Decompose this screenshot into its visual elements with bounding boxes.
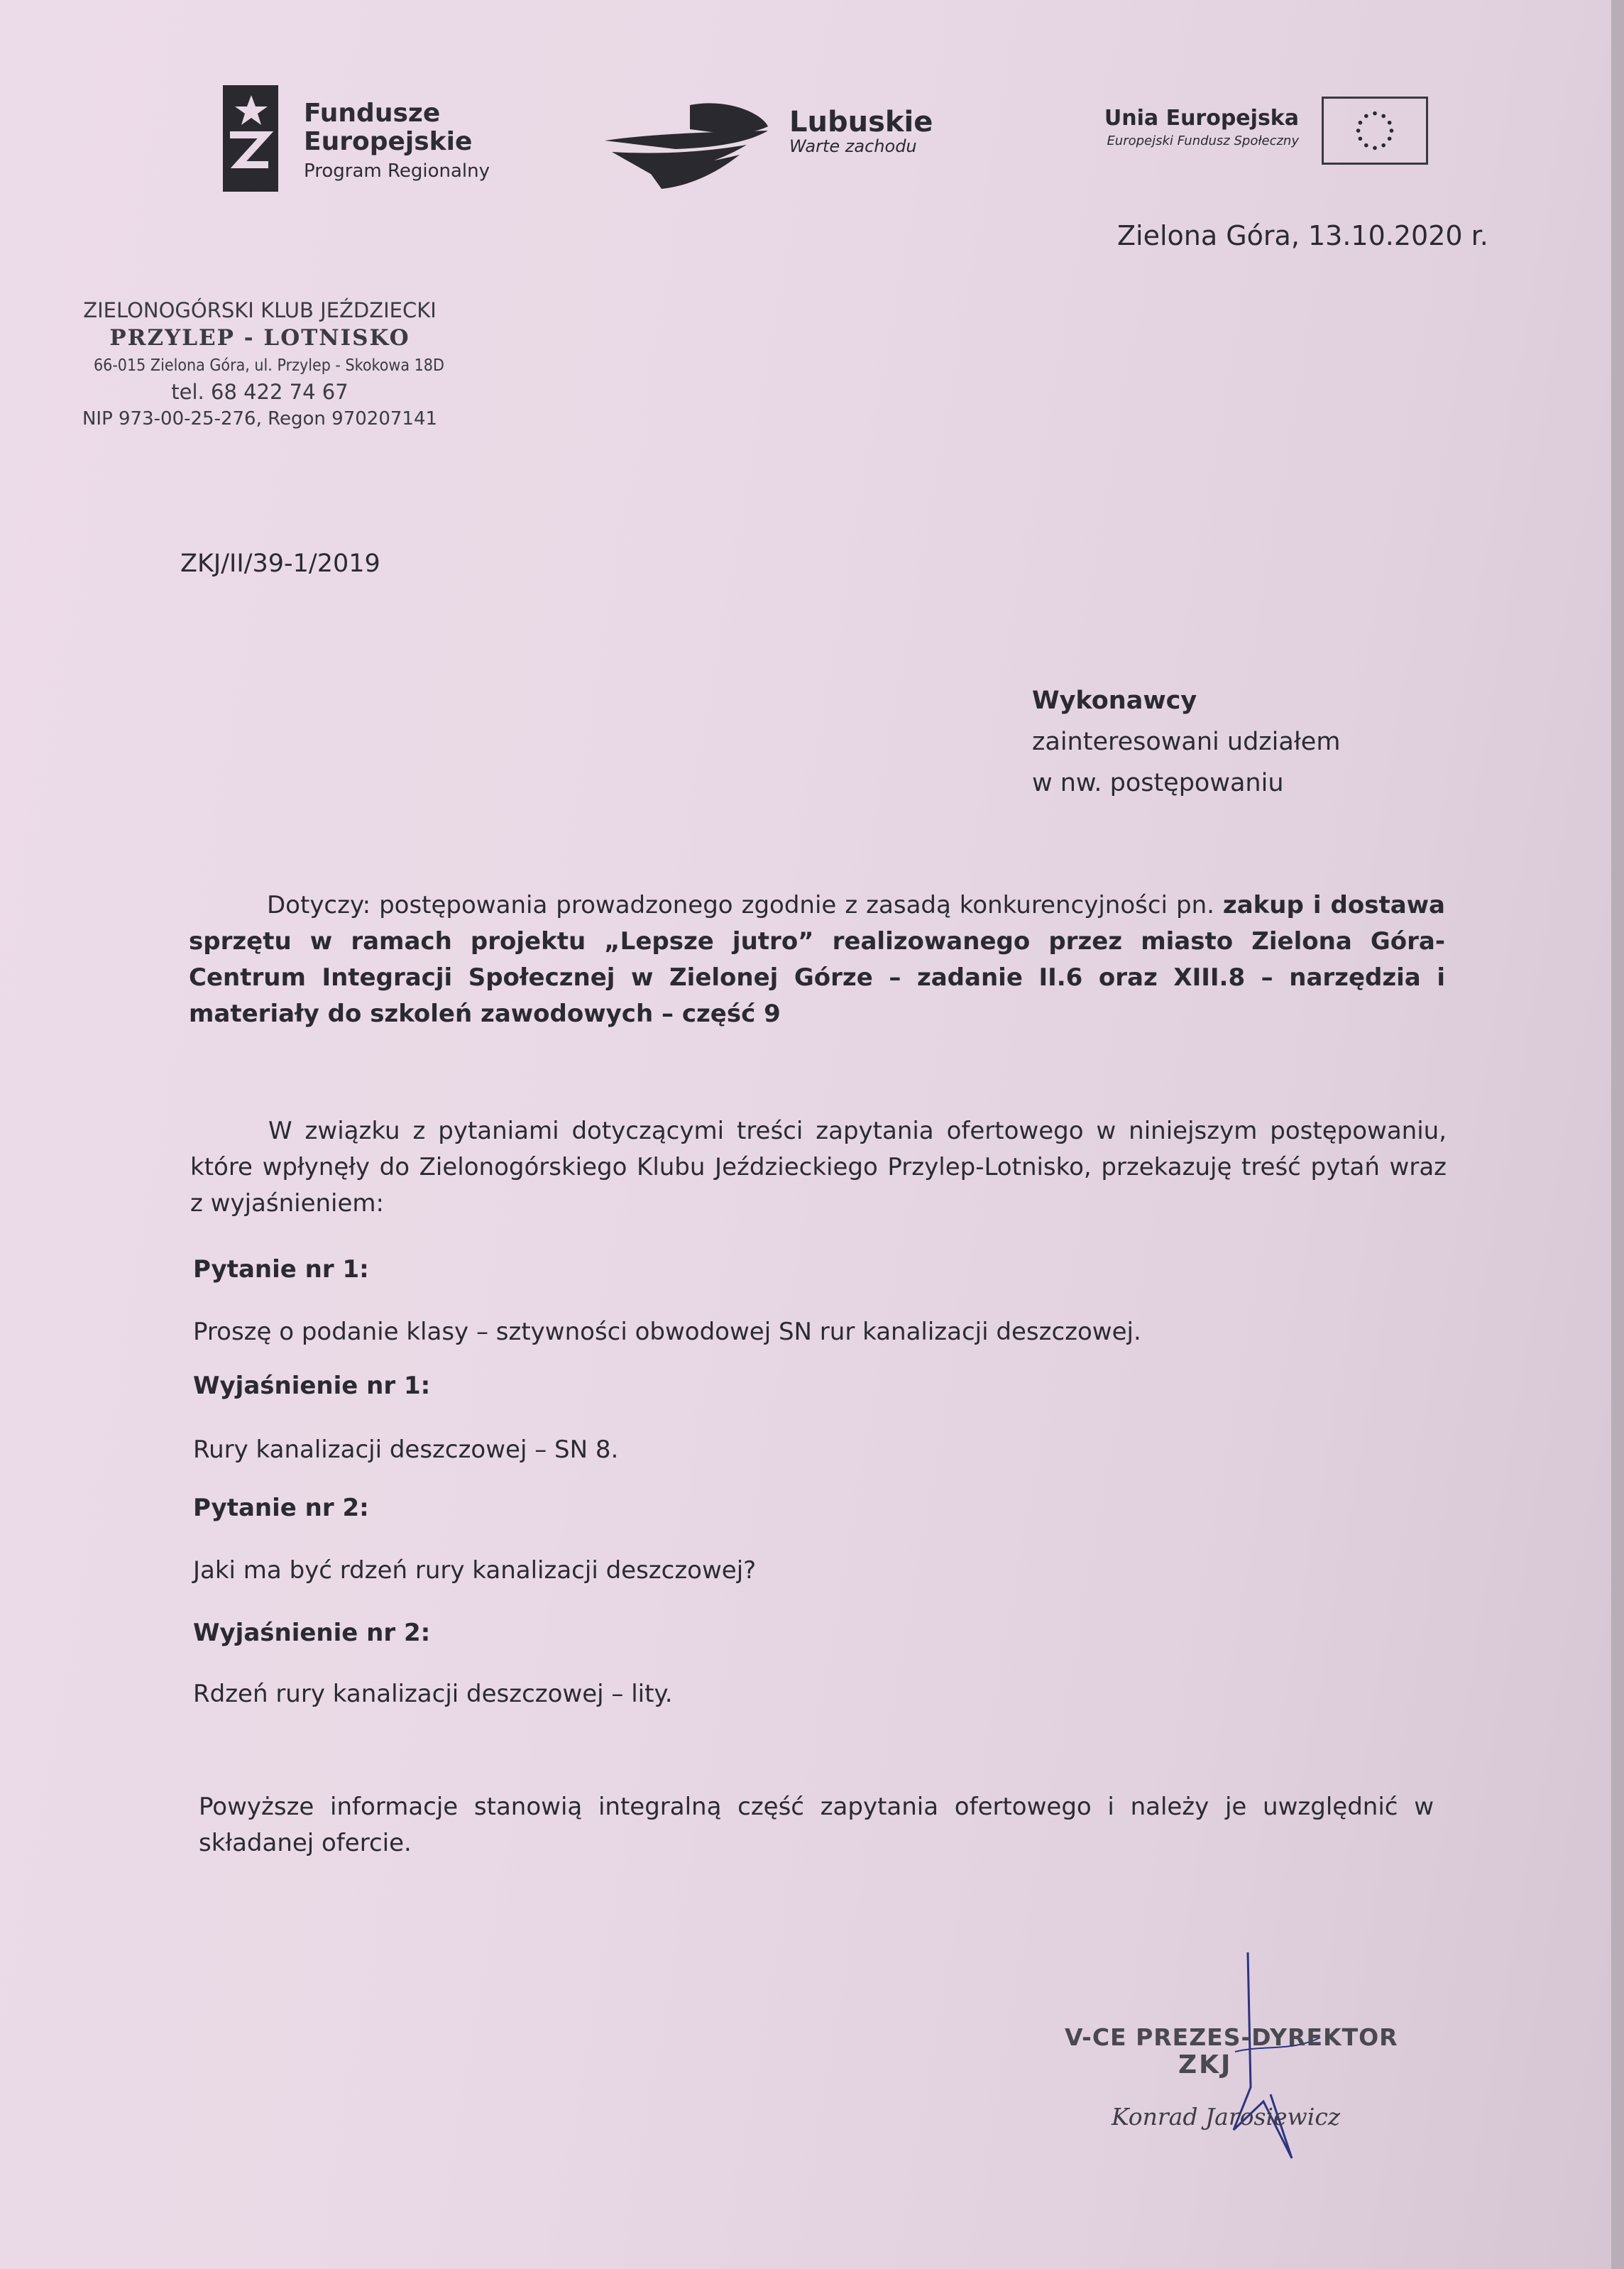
- page-edge: [1611, 0, 1624, 2269]
- eu-logo-text: [1022, 105, 1299, 151]
- logo-line: Fundusze: [304, 99, 441, 128]
- answer-2-text: Rdzeń rury kanalizacji deszczowej – lity.: [193, 1680, 673, 1708]
- signature-org: ZKJ: [1178, 2050, 1233, 2079]
- signature-name: Konrad Jarosiewicz: [1112, 2103, 1341, 2131]
- answer-2-label: Wyjaśnienie nr 2:: [193, 1619, 431, 1647]
- stamp-line: 66-015 Zielona Góra, ul. Przylep - Skokowa 18D: [94, 356, 444, 375]
- intro-text: W związku z pytaniami dotyczącymi treści zapytania ofertowego w niniejszym postępowaniu, które wpłynęły do Zielonogórskiego Klubu Jeździeckiego Przylep-Lotnisko, przekazuję treść pytań wraz z wyjaśnieniem:: [190, 1117, 1447, 1218]
- addressee-block: [1032, 680, 1340, 804]
- intro-paragraph: [190, 1113, 1447, 1222]
- lubuskie-logo-text: [789, 108, 933, 156]
- answer-1-label: Wyjaśnienie nr 1:: [193, 1372, 431, 1400]
- addressee-line: zainteresowani udziałem: [1032, 728, 1341, 756]
- document-date: Zielona Góra, 13.10.2020 r.: [1117, 220, 1488, 251]
- logo-line: Lubuskie: [789, 106, 933, 138]
- question-1-label: Pytanie nr 1:: [193, 1255, 369, 1284]
- stamp-line: NIP 973-00-25-276, Regon 970207141: [82, 408, 438, 430]
- question-1-text: Proszę o podanie klasy – sztywności obwodowej SN rur kanalizacji deszczowej.: [193, 1318, 1141, 1346]
- addressee-title: Wykonawcy: [1032, 687, 1197, 715]
- reference-number: ZKJ/II/39-1/2019: [180, 550, 380, 578]
- answer-1-text: Rury kanalizacji deszczowej – SN 8.: [193, 1436, 619, 1464]
- company-stamp: [75, 297, 444, 433]
- addressee-line: w nw. postępowaniu: [1032, 769, 1284, 797]
- logo-line: Program Regionalny: [304, 160, 490, 182]
- logo-line: Europejski Fundusz Społeczny: [1107, 133, 1299, 148]
- lubuskie-logo-icon: [605, 98, 775, 190]
- logo-line: Europejskie: [304, 127, 473, 156]
- stamp-line: ZIELONOGÓRSKI KLUB JEŹDZIECKI: [83, 298, 437, 322]
- subject-prefix: Dotyczy: postępowania prowadzonego zgodnie z zasadą konkurencyjności pn.: [267, 891, 1223, 919]
- subject-title: zakup i dostawa sprzętu w ramach projektu „Lepsze jutro” realizowanego przez miasto Zielona Góra-Centrum Integracji Społecznej w Zielonej Górze – zadanie II.6 oraz XIII.8 – narzędzia i materiały do szkoleń zawodowych – część 9: [189, 891, 1445, 1028]
- stamp-line: tel. 68 422 74 67: [171, 380, 349, 404]
- fundusze-europejskie-logo-text: [304, 99, 490, 186]
- logo-line: Warte zachodu: [789, 136, 917, 156]
- fundusze-europejskie-logo-icon: [223, 85, 278, 192]
- question-2-label: Pytanie nr 2:: [193, 1494, 369, 1522]
- stamp-line: PRZYLEP - LOTNISKO: [109, 325, 410, 351]
- question-2-text: Jaki ma być rdzeń rury kanalizacji deszczowej?: [193, 1556, 757, 1585]
- logo-line: Unia Europejska: [1104, 106, 1299, 131]
- subject-paragraph: [189, 887, 1445, 1032]
- signature-title: V-CE PREZES-DYREKTOR: [1065, 2023, 1398, 2051]
- closing-paragraph: Powyższe informacje stanowią integralną część zapytania ofertowego i należy je uwzględnić w składanej ofercie.: [199, 1793, 1434, 1857]
- eu-flag-icon: [1322, 97, 1428, 165]
